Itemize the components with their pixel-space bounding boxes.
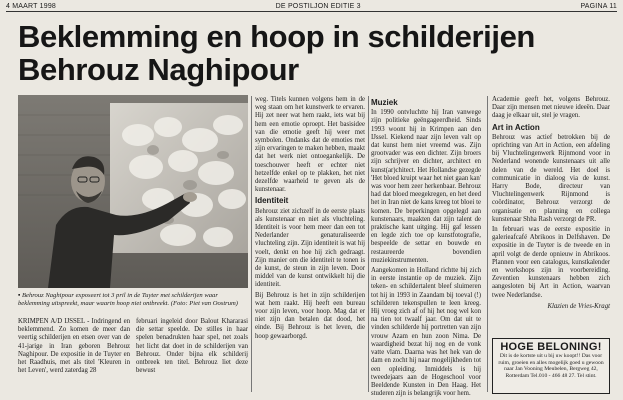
column-5-paragraph-2: Behrouz was actief betrokken bij de oprichting van Art in Action, een afdeling bij Vluchtelingenwerk Rijnmond voor in Nederland wonende kunstenaars uit alle delen van de wereld. Het doel is communicatie in dialoog via de kunst. Harry Bode, directeur van Vluchtelingenwerk Rijnmond is coördinator, Behrouz verzorgt de organisatie en planning en collega kunstenaar Shha Rash verzorgt de PR. xyxy=(492,133,610,223)
column-divider xyxy=(368,96,369,392)
column-divider xyxy=(487,96,488,392)
column-2-paragraph: februari ingeleid door Balout Khararasi die settar speelde. De stilles in haar spelen benadrukten haar spel, net zoals het licht dat doet in de schilderijen van Behrouz. Onder bijna elk schilderij ontbreek ten titel. Behrouz liet deze bewust xyxy=(136,318,248,375)
photo-caption: ▪ Behrouz Naghipour exposeert tot 3 pril in de Tuyter met schilderijen waar beklemming uitspreekt, maar waarin hoop niet ontbreekt. (Foto: Piet van Oostrum) xyxy=(18,292,238,307)
column-3-paragraph-1: weg. Titels kunnen volgens hem in de weg staan om het kunstwerk te ervaren. Hij zet neer wat hem raakt, iets wat bij hem een emotie oproept. Het basisidee van die emotie geeft hij weer met symbolen. Ondanks dat de emoties met zijn ervaringen te maken hebben, maakt dat het werk niet ontoegankelijk. De toeschouwer heeft er echter niet hetzelfde enkel op te plakken, het niet dezelfde waarheid te geven als de kunstenaar. xyxy=(255,96,365,194)
masthead-date: 4 MAART 1998 xyxy=(6,3,57,10)
masthead-page-number: PAGINA 11 xyxy=(580,3,617,10)
headline-line-1: Beklemming en hoop in schilderijen xyxy=(18,19,535,54)
column-3-paragraph-3: Bij Behrouz is het in zijn schilderijen wat hem raakt. Hij heeft een bureau voor zijn leven, voor hoop. Mag dat er niet zijn dan betalen dat dood, het einde. Bij Behrouz is het leven, die hoop gewaarborgd. xyxy=(255,291,365,340)
column-5-paragraph-1: Academie geeft het, volgens Behrouz. Daar zijn mensen met nieuwe ideeën. Daar daag je elkaar uit, stel je vragen. xyxy=(492,96,610,120)
column-3-paragraph-2: Behrouz ziet zichzelf in de eerste plaats als kunstenaar en niet als vluchteling. Identiteit is voor hem meer dan een tot Nederlander genaturaliseerde vluchteling zijn. Zijn identiteit is wat hij voelt, denkt en hoe hij zich gedraagt. Zijn manier om die identiteit te tonen is de kunst, de steun in zijn leven. Door middel van de kunst ontwikkelt hij die identiteit. xyxy=(255,207,365,289)
subheading-art-in-action: Art in Action xyxy=(492,122,540,132)
masthead xyxy=(6,2,617,11)
photo-artist-with-painting-icon xyxy=(18,95,248,288)
advertisement-box xyxy=(492,338,610,394)
headline-line-2: Behrouz Naghipour xyxy=(18,52,299,87)
article-headline xyxy=(18,20,598,86)
column-4-paragraph-2: Aangekomen in Holland richtte hij zich in eerste instantie op de muziek. Zijn teken- en schildertalent bleef sluimeren tot hij in 1993 in Zaandam bij toeval (!) schilderen tekenspullen te leen kreeg. Hij vroeg zich af of hij het nog wel kon na tien tot twaalf jaar. Om dat uit te vinden schilderde hij portretten van zijn vrouw Azam en hun zoon Nima. De waardigheid bezat hij nog en de vonk vatte vlam. Daarna was het hek van de dam en zocht hij naar mogelijkheden tot een opleiding. Inmiddels is hij tweedejaars aan de Hogeschool voor Beeldende Kunsten in Den Haag. Het studeren zijn is belangrijk voor hem. xyxy=(371,267,481,398)
article-byline: Klazien de Vries-Kragt xyxy=(547,302,610,310)
article-lead-paragraph: KRIMPEN A/D IJSSEL - Indringend en beklemmend. Zo komen de meer dan veertig schilderijen en etsen over van de 41-jarige in Iran geboren Behrouz Naghipour. De expositie in de Tuyter en het Raadhuis, met als titel 'Kleuren in het Leven', werd zaterdag 28 xyxy=(18,318,130,375)
subheading-muziek: Muziek xyxy=(371,98,398,107)
advertisement-title: HOGE BELONING! xyxy=(500,341,602,353)
masthead-rule xyxy=(6,11,617,12)
article-column-3 xyxy=(255,96,365,343)
column-divider xyxy=(251,96,252,392)
masthead-publication: DE POSTILJON EDITIE 3 xyxy=(275,3,361,10)
article-column-2 xyxy=(136,318,248,377)
article-column-4 xyxy=(371,96,481,400)
column-4-paragraph-1: In 1990 ontvluchtte hij Iran vanwege zijn politieke geëngageerdheid. Sinds 1993 woont hij in Krimpen aan den IJssel. Kiekend naar zijn leven valt op dat kunst hem niet vreemd was. Zijn grootvader was een dichter. Zijn broers zijn schrijver en dichter, architect en kunst(ar)chitect. Het Hollandse gezegde 'Het bloed kruipt waar het niet gaan kan' was voor hem zeer herkenbaar. Behrouz had dat bloed meegekregen, en het deed het in Iran niet de kans kreeg tot bloei te komen. De beperkingen opgelegd aan kunstenaars, maakten dat zijn talent de praktische kant uitging. Hij gaf lessen en legde zich toe op kunstfotografie, bespeelde de settar en bouwde en restaureerde bovendien muziekinstrumenten. xyxy=(371,109,481,264)
column-5-paragraph-3: In februari was de eerste expositie in galerieafcafé Abrikoos in Delfshaven. De expositie in de Tuyter is de tweede en in april volgt de derde opnieuw in Abrikoos. Plannen voor een catalogus, kunstkalender en workshops zijn in voorbereiding. Zeventien kunstenaars hebben zich aangesloten bij Art in Action, waarvan twee Nederlandse. xyxy=(492,226,610,299)
subheading-identiteit: Identiteit xyxy=(255,196,289,206)
article-column-5 xyxy=(492,96,610,313)
article-photo xyxy=(18,95,248,288)
advertisement-body: Dit is de kortste uit u bij uw koopt!! Das voor ruim, groeien en alles mogelijk goed u gewoon naar Jan Vooning Meubelen, Bergweg 42, Rotterdam Tel.010 - 466 48 27. Tel stint. xyxy=(498,353,604,379)
